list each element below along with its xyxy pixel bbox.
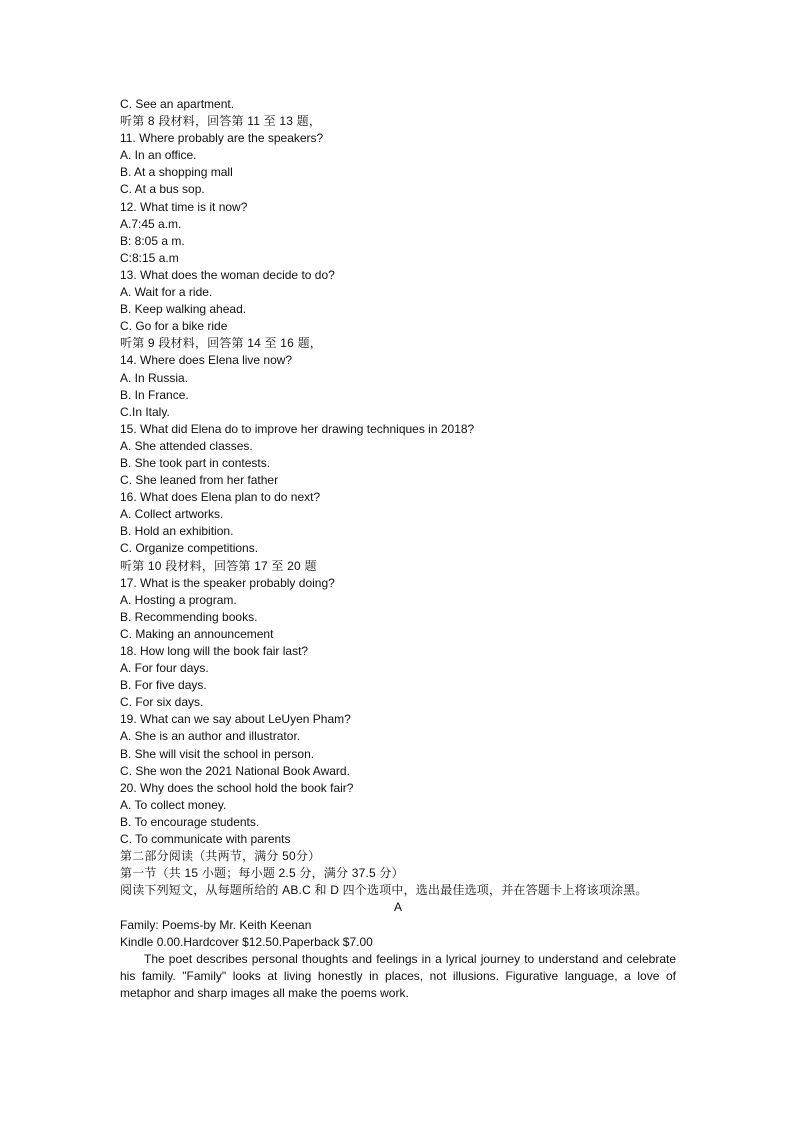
- option: A. Wait for a ride.: [120, 285, 213, 300]
- option: A. In Russia.: [120, 370, 189, 385]
- option: B. She took part in contests.: [120, 455, 271, 470]
- section-heading: 第一节（共 15 小题；每小题 2.5 分，满分 37.5 分）: [120, 866, 404, 881]
- option: C. To communicate with parents: [120, 832, 291, 847]
- question: 14. Where does Elena live now?: [120, 353, 293, 368]
- section-heading: 听第 8 段材料，回答第 11 至 13 题，: [120, 114, 322, 129]
- option: A. Collect artworks.: [120, 507, 224, 522]
- option: A. In an office.: [120, 148, 197, 163]
- text-line: C. See an apartment.: [120, 97, 235, 111]
- option: C. She won the 2021 National Book Award.: [120, 763, 350, 778]
- option: B. She will visit the school in person.: [120, 746, 315, 761]
- question: 13. What does the woman decide to do?: [120, 267, 335, 282]
- option: B. Hold an exhibition.: [120, 524, 234, 539]
- question: 15. What did Elena do to improve her drawing techniques in 2018?: [120, 421, 475, 436]
- option: B. Recommending books.: [120, 609, 258, 624]
- option: C. For six days.: [120, 695, 204, 710]
- option: C. At a bus sop.: [120, 182, 205, 197]
- question: 19. What can we say about LeUyen Pham?: [120, 712, 351, 727]
- reading-instruction: 阅读下列短文，从每题所给的 AB.C 和 D 四个选项中，选出最佳选项，并在答题卡上将该项涂黑。: [120, 883, 648, 898]
- option: C. Organize competitions.: [120, 541, 259, 556]
- option: A. She attended classes.: [120, 438, 253, 453]
- option: A.7:45 a.m.: [120, 216, 182, 231]
- option: B. At a shopping mall: [120, 165, 233, 180]
- option: B. Keep walking ahead.: [120, 302, 247, 317]
- question: 20. Why does the school hold the book fair?: [120, 780, 354, 795]
- passage-letter: A: [393, 900, 402, 915]
- option: A. For four days.: [120, 661, 209, 676]
- question: 17. What is the speaker probably doing?: [120, 575, 335, 590]
- option: A. To collect money.: [120, 797, 227, 812]
- option: C. Go for a bike ride: [120, 319, 228, 334]
- option: C. She leaned from her father: [120, 473, 279, 488]
- question: 16. What does Elena plan to do next?: [120, 490, 321, 505]
- option: C.In Italy.: [120, 404, 170, 419]
- option: A. Hosting a program.: [120, 592, 237, 607]
- book-title: Family: Poems-by Mr. Keith Keenan: [120, 917, 312, 932]
- option: C:8:15 a.m: [120, 250, 179, 265]
- option: C. Making an announcement: [120, 626, 274, 641]
- option: B: 8:05 a m.: [120, 233, 185, 248]
- part-heading: 第二部分阅读（共两节，满分 50分）: [120, 849, 321, 864]
- section-heading: 听第 10 段材料，回答第 17 至 20 题: [120, 558, 317, 573]
- question: 18. How long will the book fair last?: [120, 644, 309, 658]
- book-prices: Kindle 0.00.Hardcover $12.50.Paperback $7.00: [120, 934, 373, 949]
- option: A. She is an author and illustrator.: [120, 729, 301, 744]
- option: B. For five days.: [120, 678, 207, 693]
- section-heading: 听第 9 段材料，回答第 14 至 16 题，: [120, 336, 322, 351]
- option: B. To encourage students.: [120, 814, 260, 829]
- option: B. In France.: [120, 387, 189, 402]
- question: 12. What time is it now?: [120, 199, 248, 214]
- book-description: The poet describes personal thoughts and feelings in a lyrical journey to understand and celebrate his family. "Family" looks at living honestly in places, not illusions. Figurative language, a love of metaphor and sharp images all make the poems work.: [120, 951, 676, 1000]
- document-page: [120, 96, 676, 1002]
- question: 11. Where probably are the speakers?: [120, 131, 324, 146]
